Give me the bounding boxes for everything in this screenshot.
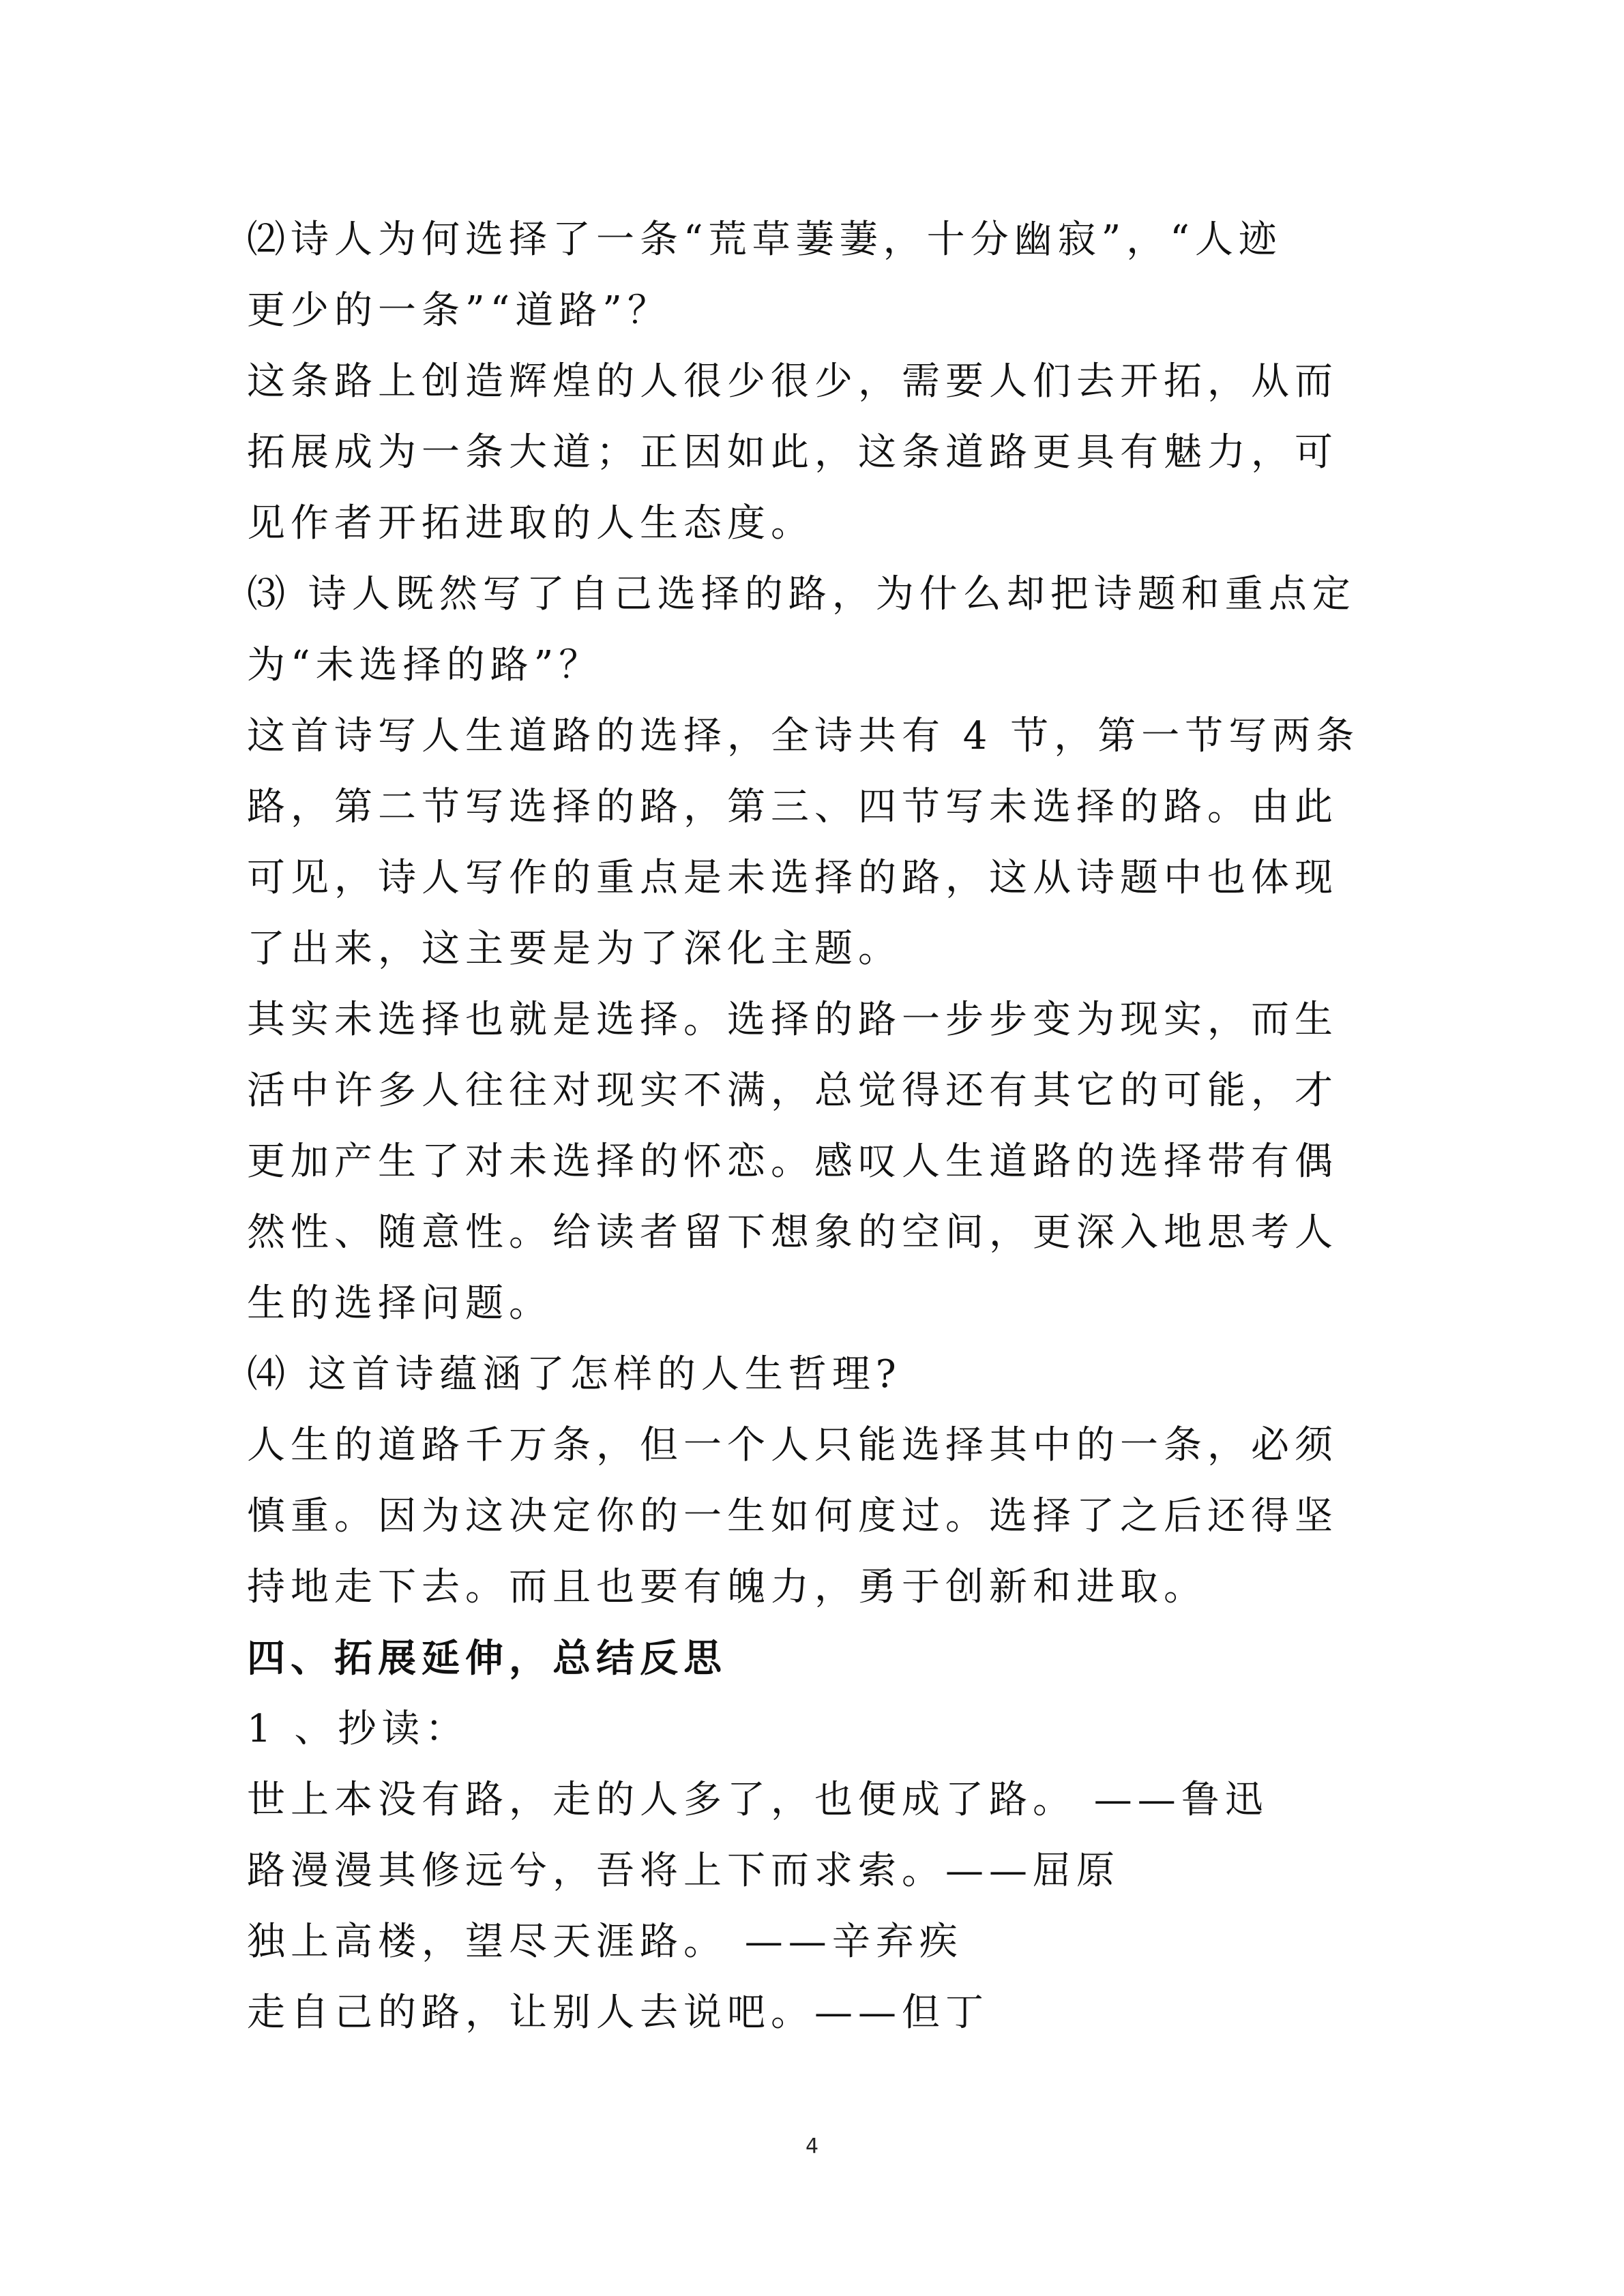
text-line: 拓展成为一条大道；正因如此，这条道路更具有魅力，可 (247, 430, 1338, 475)
quote-line: 世上本没有路，走的人多了，也便成了路。 ——鲁迅 (247, 1778, 1269, 1822)
text-line: 然性、随意性。给读者留下想象的空间，更深入地思考人 (247, 1210, 1338, 1255)
text-line: 持地走下去。而且也要有魄力，勇于创新和进取。 (247, 1565, 1207, 1609)
text-line: ⑶ 诗人既然写了自己选择的路，为什么却把诗题和重点定 (247, 572, 1356, 616)
text-line: 了出来，这主要是为了深化主题。 (247, 927, 902, 971)
page-number: 4 (805, 2134, 819, 2158)
sub-heading: 1 、抄读： (247, 1707, 469, 1751)
text-line: 为“未选择的路”？ (247, 643, 603, 687)
text-line: 路，第二节写选择的路，第三、四节写未选择的路。由此 (247, 785, 1338, 829)
section-heading: 四、拓展延伸，总结反思 (247, 1636, 727, 1681)
text-line: 活中许多人往往对现实不满，总觉得还有其它的可能，才 (247, 1069, 1338, 1113)
text-line: 慎重。因为这决定你的一生如何度过。选择了之后还得坚 (247, 1494, 1338, 1538)
text-line: 更加产生了对未选择的怀恋。感叹人生道路的选择带有偶 (247, 1139, 1338, 1184)
text-line: ⑵诗人为何选择了一条“荒草萋萋，十分幽寂”，“人迹 (247, 218, 1282, 262)
text-line: 可见，诗人写作的重点是未选择的路，这从诗题中也体现 (247, 856, 1338, 900)
quote-line: 独上高楼，望尽天涯路。 ——辛弃疾 (247, 1920, 963, 1964)
text-line: 人生的道路千万条，但一个人只能选择其中的一条，必须 (247, 1423, 1338, 1467)
quote-line: 走自己的路，让别人去说吧。——但丁 (247, 1991, 989, 2035)
text-line: 这条路上创造辉煌的人很少很少，需要人们去开拓，从而 (247, 359, 1338, 404)
text-line: 见作者开拓进取的人生态度。 (247, 501, 814, 546)
text-line: ⑷ 这首诗蕴涵了怎样的人生哲理? (247, 1352, 902, 1397)
quote-line: 路漫漫其修远兮，吾将上下而求索。——屈原 (247, 1849, 1120, 1893)
text-line: 其实未选择也就是选择。选择的路一步步变为现实，而生 (247, 998, 1338, 1042)
text-line: 更少的一条”“道路”？ (247, 288, 671, 333)
text-line: 生的选择问题。 (247, 1281, 552, 1326)
text-line: 这首诗写人生道路的选择，全诗共有 4 节，第一节写两条 (247, 714, 1360, 758)
